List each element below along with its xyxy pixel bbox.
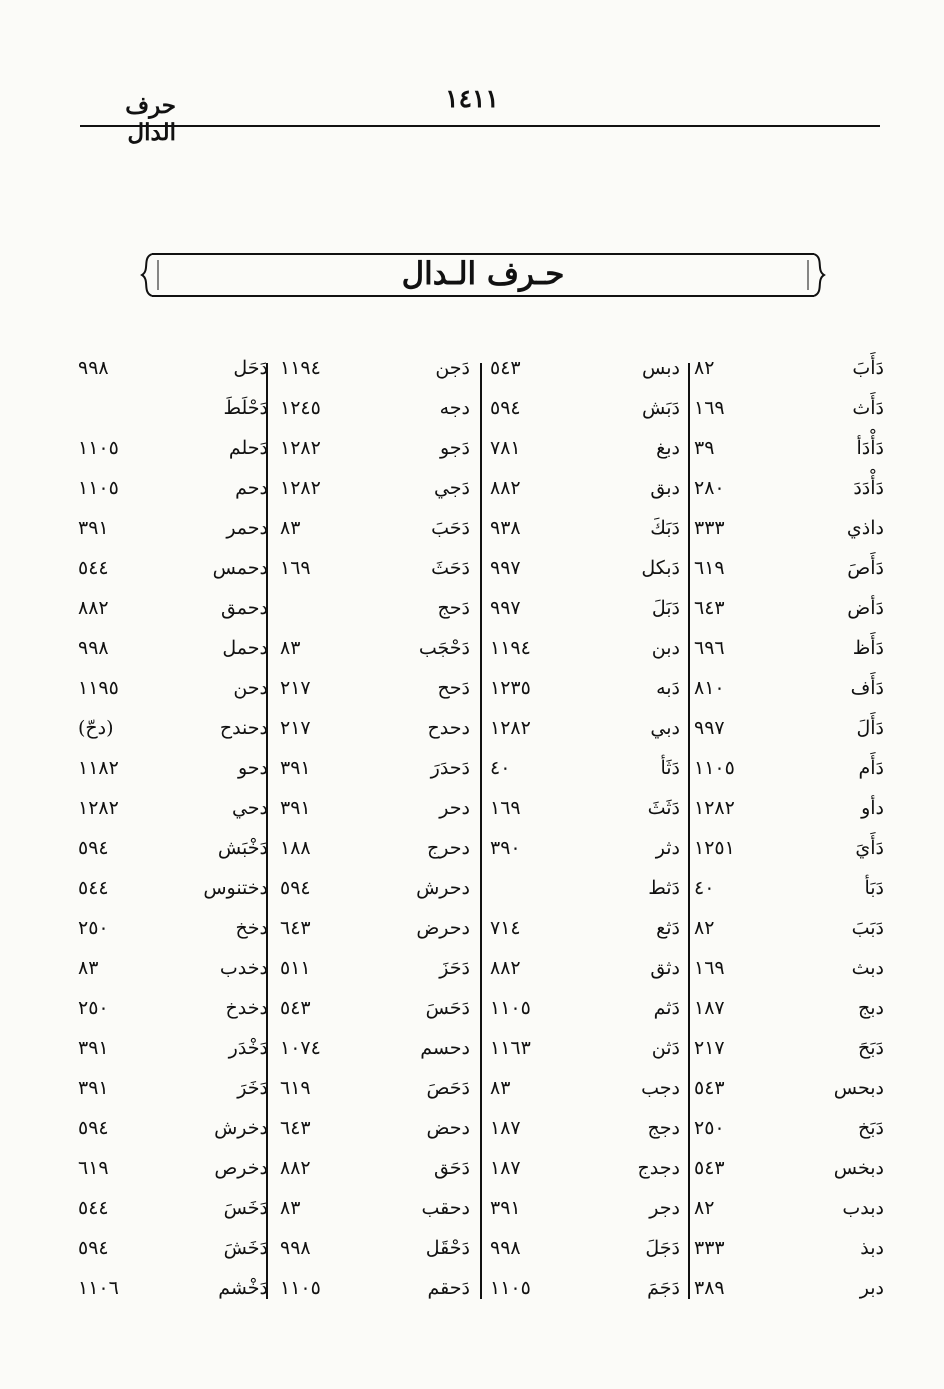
entry-word: دَحج: [437, 597, 470, 619]
entry-word: دحمل: [222, 637, 268, 659]
index-entry: [280, 1275, 476, 1315]
entry-page-ref: ٩٩٧: [490, 557, 521, 579]
entry-page-ref: ١١٨٢: [78, 757, 119, 779]
index-entry: [694, 515, 890, 555]
index-entry: [694, 1235, 890, 1275]
index-entry: [78, 1275, 274, 1315]
index-entry: [280, 715, 476, 755]
entry-page-ref: ٤٠: [694, 877, 715, 899]
entry-page-ref: ٨٣: [490, 1077, 511, 1099]
entry-page-ref: ٦٤٣: [280, 917, 311, 939]
entry-word: داذي: [846, 517, 884, 539]
entry-word: دَثع: [656, 917, 680, 939]
entry-page-ref: ٨٨٢: [78, 597, 109, 619]
index-entry: [78, 355, 274, 395]
entry-page-ref: ٢٥٠: [78, 997, 109, 1019]
entry-word: دحمر: [226, 517, 268, 539]
entry-word: دختنوس: [203, 877, 268, 899]
entry-page-ref: ١١٠٥: [490, 1277, 531, 1299]
index-entry: [490, 395, 686, 435]
entry-page-ref: ٧٨١: [490, 437, 521, 459]
entry-page-ref: ٥٩٤: [78, 1237, 109, 1259]
column-rule: [480, 363, 482, 1299]
entry-page-ref: ٦١٩: [694, 557, 725, 579]
entry-word: دَثم: [653, 997, 680, 1019]
entry-word: دَأَف: [850, 677, 884, 699]
entry-page-ref: ١١٠٥: [490, 997, 531, 1019]
entry-page-ref: ٧١٤: [490, 917, 521, 939]
entry-word: دَحدَرَ: [430, 757, 470, 779]
entry-page-ref: ١٢٥١: [694, 837, 735, 859]
entry-word: دَخَرَ: [237, 1077, 268, 1099]
entry-page-ref: ٦٩٦: [694, 637, 725, 659]
entry-word: دحر: [439, 797, 470, 819]
entry-word: دحض: [426, 1117, 470, 1139]
entry-word: دَبكل: [641, 557, 680, 579]
entry-word: دَأَم: [858, 757, 884, 779]
index-column-1: [694, 355, 890, 1299]
entry-page-ref: ٢١٧: [280, 717, 311, 739]
index-entry: [490, 795, 686, 835]
entry-word: دَخْشم: [218, 1277, 268, 1299]
entry-word: دحرش: [416, 877, 470, 899]
entry-word: دَأَيَ: [855, 837, 884, 859]
index-entry: [78, 635, 274, 675]
entry-page-ref: ٣٩١: [78, 1037, 109, 1059]
entry-word: دَثَثَ: [647, 797, 680, 819]
index-entry: [280, 1195, 476, 1235]
index-entry: [280, 635, 476, 675]
index-entry: [280, 515, 476, 555]
index-entry: [694, 915, 890, 955]
index-entry: [694, 475, 890, 515]
entry-page-ref: ٨٨٢: [490, 957, 521, 979]
entry-word: دجه: [439, 397, 470, 419]
entry-word: دَبَلَ: [651, 597, 680, 619]
entry-word: دثق: [650, 957, 680, 979]
entry-word: دَحْلَطَ: [223, 397, 268, 419]
entry-page-ref: ٨٣: [280, 517, 301, 539]
entry-word: دَثن: [651, 1037, 680, 1059]
entry-page-ref: ٨٢: [694, 1197, 715, 1219]
entry-page-ref: ٩٩٧: [694, 717, 725, 739]
index-entry: [78, 1035, 274, 1075]
index-entry: [490, 715, 686, 755]
index-entry: [280, 995, 476, 1035]
section-title: حـرف الـدال: [401, 256, 565, 292]
entry-word: دَحْقَل: [425, 1237, 470, 1259]
index-column-4: [78, 355, 274, 1299]
index-entry: [490, 555, 686, 595]
entry-word: دَحقم: [427, 1277, 470, 1299]
entry-page-ref: ١١٠٥: [280, 1277, 321, 1299]
entry-page-ref: ١٢٨٢: [280, 437, 321, 459]
entry-page-ref: ٥٤٣: [490, 357, 521, 379]
entry-word: دحرج: [427, 837, 470, 859]
entry-page-ref: ٩٣٨: [490, 517, 521, 539]
index-entry: [490, 1035, 686, 1075]
entry-word: دَخَشَ: [223, 1237, 268, 1259]
index-entry: [490, 755, 686, 795]
entry-word: دخدب: [219, 957, 268, 979]
entry-page-ref: ٩٩٨: [78, 637, 109, 659]
index-entry: [490, 595, 686, 635]
index-entry: [490, 875, 686, 915]
entry-page-ref: ١١٠٥: [78, 477, 119, 499]
entry-page-ref: ١٨٧: [490, 1117, 521, 1139]
entry-page-ref: ٥٩٤: [280, 877, 311, 899]
entry-word: دخرش: [214, 1117, 268, 1139]
entry-page-ref: ١٠٧٤: [280, 1037, 321, 1059]
entry-word: دبذ: [860, 1237, 884, 1259]
index-entry: [78, 555, 274, 595]
index-entry: [490, 1075, 686, 1115]
entry-page-ref: ١٦٩: [694, 397, 725, 419]
index-entry: [280, 955, 476, 995]
entry-word: دحقب: [421, 1197, 470, 1219]
entry-word: دبحس: [833, 1077, 884, 1099]
entry-page-ref: ١١٦٣: [490, 1037, 531, 1059]
index-entry: [490, 675, 686, 715]
entry-page-ref: ٢٨٠: [694, 477, 725, 499]
entry-word: دَخْدَر: [228, 1037, 268, 1059]
index-entry: [78, 1115, 274, 1155]
entry-page-ref: ٣٨٩: [694, 1277, 725, 1299]
entry-word: دَحَق: [433, 1157, 470, 1179]
entry-page-ref: ١١٩٥: [78, 677, 119, 699]
index-entry: [280, 1155, 476, 1195]
section-banner: [138, 250, 828, 300]
index-entry: [280, 795, 476, 835]
entry-page-ref: ٣٣٣: [694, 517, 725, 539]
entry-word: دبن: [651, 637, 680, 659]
entry-page-ref: ١٨٧: [490, 1157, 521, 1179]
index-entry: [490, 515, 686, 555]
index-entry: [78, 435, 274, 475]
entry-page-ref: ١١٠٦: [78, 1277, 119, 1299]
entry-page-ref: ٢٥٠: [78, 917, 109, 939]
entry-word: دَحلم: [228, 437, 268, 459]
entry-word: دَبَش: [642, 397, 680, 419]
entry-word: دحمس: [212, 557, 268, 579]
entry-word: دَحَثَ: [431, 557, 470, 579]
index-entry: [490, 835, 686, 875]
index-entry: [490, 475, 686, 515]
index-entry: [280, 675, 476, 715]
entry-page-ref: ٥٩٤: [78, 837, 109, 859]
entry-word: دبر: [859, 1277, 884, 1299]
index-entry: [490, 955, 686, 995]
index-entry: [280, 1035, 476, 1075]
entry-page-ref: ٨٨٢: [490, 477, 521, 499]
entry-page-ref: ٥٤٣: [280, 997, 311, 1019]
index-entry: [694, 1035, 890, 1075]
entry-word: دبث: [851, 957, 884, 979]
entry-word: دبي: [650, 717, 680, 739]
entry-page-ref: ١٢٨٢: [280, 477, 321, 499]
entry-word: دَأْدَأ: [856, 437, 884, 459]
index-entry: [694, 675, 890, 715]
index-entry: [694, 1275, 890, 1315]
index-entry: [490, 1115, 686, 1155]
index-entry: [490, 995, 686, 1035]
entry-word: دبغ: [656, 437, 680, 459]
index-entry: [694, 995, 890, 1035]
entry-page-ref: ٥٤٤: [78, 1197, 109, 1219]
index-entry: [694, 755, 890, 795]
entry-page-ref: ٣٩١: [78, 517, 109, 539]
index-entry: [78, 1155, 274, 1195]
index-entry: [490, 1235, 686, 1275]
entry-word: دَأَظ: [852, 637, 884, 659]
entry-page-ref: ٨٣: [78, 957, 99, 979]
entry-word: دَحَزَ: [439, 957, 470, 979]
entry-word: دَبه: [656, 677, 680, 699]
index-entry: [694, 435, 890, 475]
entry-page-ref: ٩٩٨: [78, 357, 109, 379]
page-number: ١٤١١: [445, 84, 499, 113]
entry-word: دثر: [655, 837, 680, 859]
entry-word: دَجن: [435, 357, 470, 379]
column-rule: [266, 363, 268, 1299]
index-entry: [280, 915, 476, 955]
entry-word: دَبَخ: [857, 1117, 884, 1139]
entry-page-ref: ٨٢: [694, 917, 715, 939]
entry-page-ref: ٣٩١: [490, 1197, 521, 1219]
entry-page-ref: ١٨٧: [694, 997, 725, 1019]
column-rule: [688, 363, 690, 1299]
entry-page-ref: ٥١١: [280, 957, 311, 979]
index-entry: [78, 955, 274, 995]
entry-word: دَأْدَدَ: [853, 477, 884, 499]
index-entry: [280, 835, 476, 875]
entry-word: دحمق: [220, 597, 268, 619]
entry-word: دبخس: [833, 1157, 884, 1179]
entry-word: دحرض: [416, 917, 470, 939]
index-entry: [694, 875, 890, 915]
entry-page-ref: ٣٩١: [280, 757, 311, 779]
entry-word: دحسم: [420, 1037, 470, 1059]
entry-word: دَحَبَ: [431, 517, 470, 539]
entry-word: دَبَأ: [864, 877, 884, 899]
entry-word: دَحَل: [233, 357, 268, 379]
index-entry: [78, 875, 274, 915]
index-entry: [78, 675, 274, 715]
index-entry: [280, 755, 476, 795]
entry-word: دخرص: [214, 1157, 268, 1179]
entry-word: دَجَمَ: [647, 1277, 680, 1299]
index-entry: [694, 635, 890, 675]
entry-word: دَبَحَ: [857, 1037, 884, 1059]
entry-word: دَبَكَ: [650, 517, 680, 539]
entry-word: دحي: [231, 797, 268, 819]
entry-word: دبج: [857, 997, 884, 1019]
entry-page-ref: ١٦٩: [694, 957, 725, 979]
index-entry: [78, 395, 274, 435]
entry-word: دحو: [237, 757, 268, 779]
entry-word: دَبَبَ: [851, 917, 884, 939]
entry-word: دَثَأ: [660, 757, 680, 779]
entry-page-ref: ٣٩٠: [490, 837, 521, 859]
entry-page-ref: ٦٤٣: [280, 1117, 311, 1139]
entry-page-ref: ١١٩٤: [490, 637, 531, 659]
entry-page-ref: ٨١٠: [694, 677, 725, 699]
entry-page-ref: ٥٤٤: [78, 557, 109, 579]
entry-word: دبس: [642, 357, 680, 379]
index-entry: [490, 435, 686, 475]
index-column-3: [280, 355, 476, 1299]
index-entry: [78, 1075, 274, 1115]
entry-page-ref: ٤٠: [490, 757, 511, 779]
entry-word: دبق: [650, 477, 680, 499]
index-entry: [490, 915, 686, 955]
entry-page-ref: (دحّ): [78, 717, 114, 739]
entry-page-ref: ٢١٧: [280, 677, 311, 699]
entry-page-ref: ٩٩٨: [490, 1237, 521, 1259]
entry-word: دَحح: [437, 677, 470, 699]
entry-page-ref: ٢٥٠: [694, 1117, 725, 1139]
entry-page-ref: ١١٠٥: [694, 757, 735, 779]
entry-page-ref: ١٢٨٢: [490, 717, 531, 739]
entry-page-ref: ٥٩٤: [490, 397, 521, 419]
entry-word: دأو: [861, 797, 884, 819]
entry-word: دَأَلَ: [856, 717, 884, 739]
index-entry: [694, 1075, 890, 1115]
index-entry: [694, 555, 890, 595]
entry-page-ref: ١٢٨٢: [78, 797, 119, 819]
index-entry: [490, 1195, 686, 1235]
index-entry: [78, 835, 274, 875]
index-entry: [78, 1235, 274, 1275]
index-entry: [78, 795, 274, 835]
entry-page-ref: ١٢٣٥: [490, 677, 531, 699]
entry-word: دَأَبَ: [852, 357, 884, 379]
index-entry: [280, 875, 476, 915]
index-entry: [78, 515, 274, 555]
entry-word: دَثط: [648, 877, 680, 899]
entry-page-ref: ٣٩: [694, 437, 715, 459]
entry-page-ref: ٥٤٤: [78, 877, 109, 899]
entry-page-ref: ٦٤٣: [694, 597, 725, 619]
index-entry: [78, 1195, 274, 1235]
entry-page-ref: ٣٩١: [280, 797, 311, 819]
entry-page-ref: ٣٩١: [78, 1077, 109, 1099]
index-entry: [694, 1155, 890, 1195]
index-entry: [280, 595, 476, 635]
entry-word: دَخْبَش: [217, 837, 268, 859]
entry-word: دخخ: [235, 917, 268, 939]
index-entry: [694, 1195, 890, 1235]
entry-page-ref: ١٨٨: [280, 837, 311, 859]
index-entry: [694, 355, 890, 395]
index-entry: [280, 475, 476, 515]
entry-page-ref: ١١٩٤: [280, 357, 321, 379]
index-entry: [78, 475, 274, 515]
index-entry: [490, 1155, 686, 1195]
entry-page-ref: ٢١٧: [694, 1037, 725, 1059]
entry-page-ref: ٨٣: [280, 637, 301, 659]
entry-page-ref: ٩٩٧: [490, 597, 521, 619]
index-entry: [694, 835, 890, 875]
entry-word: دَأَصَ: [847, 557, 884, 579]
index-entry: [694, 1115, 890, 1155]
entry-word: دَجَلَ: [645, 1237, 680, 1259]
index-entry: [694, 715, 890, 755]
entry-word: دَأَث: [852, 397, 884, 419]
entry-page-ref: ١٦٩: [490, 797, 521, 819]
index-entry: [694, 395, 890, 435]
entry-page-ref: ١٦٩: [280, 557, 311, 579]
entry-word: دبدب: [842, 1197, 884, 1219]
entry-word: دحدح: [427, 717, 470, 739]
entry-page-ref: ٨٨٢: [280, 1157, 311, 1179]
index-entry: [78, 755, 274, 795]
entry-word: دَحَسَ: [425, 997, 470, 1019]
index-entry: [78, 995, 274, 1035]
index-entry: [280, 1075, 476, 1115]
running-head: حرف الدال: [125, 92, 176, 146]
index-entry: [280, 355, 476, 395]
index-entry: [280, 1115, 476, 1155]
index-entry: [694, 595, 890, 635]
entry-page-ref: ١٢٨٢: [694, 797, 735, 819]
entry-word: دحندح: [219, 717, 268, 739]
entry-page-ref: ٦١٩: [78, 1157, 109, 1179]
entry-word: دجر: [649, 1197, 680, 1219]
entry-word: دخدخ: [225, 997, 268, 1019]
entry-page-ref: ١٢٤٥: [280, 397, 321, 419]
index-entry: [78, 915, 274, 955]
index-entry: [490, 1275, 686, 1315]
index-column-2: [490, 355, 686, 1299]
index-entry: [694, 955, 890, 995]
index-table: [78, 355, 890, 1299]
index-entry: [694, 795, 890, 835]
entry-word: دَجو: [439, 437, 470, 459]
index-entry: [490, 355, 686, 395]
entry-word: دجدج: [637, 1157, 680, 1179]
entry-page-ref: ٦١٩: [280, 1077, 311, 1099]
entry-word: دجب: [641, 1077, 680, 1099]
index-entry: [78, 715, 274, 755]
index-entry: [78, 595, 274, 635]
entry-word: دَحَصَ: [426, 1077, 470, 1099]
entry-word: دَجي: [433, 477, 470, 499]
entry-page-ref: ٥٤٣: [694, 1157, 725, 1179]
entry-word: دَخَسَ: [223, 1197, 268, 1219]
entry-word: دحن: [233, 677, 268, 699]
entry-word: دَأض: [847, 597, 884, 619]
header-rule: [80, 125, 880, 127]
index-entry: [280, 395, 476, 435]
entry-page-ref: ٨٣: [280, 1197, 301, 1219]
entry-word: دحم: [235, 477, 268, 499]
entry-page-ref: ٣٣٣: [694, 1237, 725, 1259]
entry-page-ref: ٨٢: [694, 357, 715, 379]
index-entry: [280, 555, 476, 595]
entry-page-ref: ٩٩٨: [280, 1237, 311, 1259]
entry-word: دجج: [647, 1117, 680, 1139]
entry-word: دَحْجَب: [418, 637, 470, 659]
entry-page-ref: ١١٠٥: [78, 437, 119, 459]
index-entry: [280, 1235, 476, 1275]
index-entry: [490, 635, 686, 675]
entry-page-ref: ٥٩٤: [78, 1117, 109, 1139]
entry-page-ref: ٥٤٣: [694, 1077, 725, 1099]
index-entry: [280, 435, 476, 475]
